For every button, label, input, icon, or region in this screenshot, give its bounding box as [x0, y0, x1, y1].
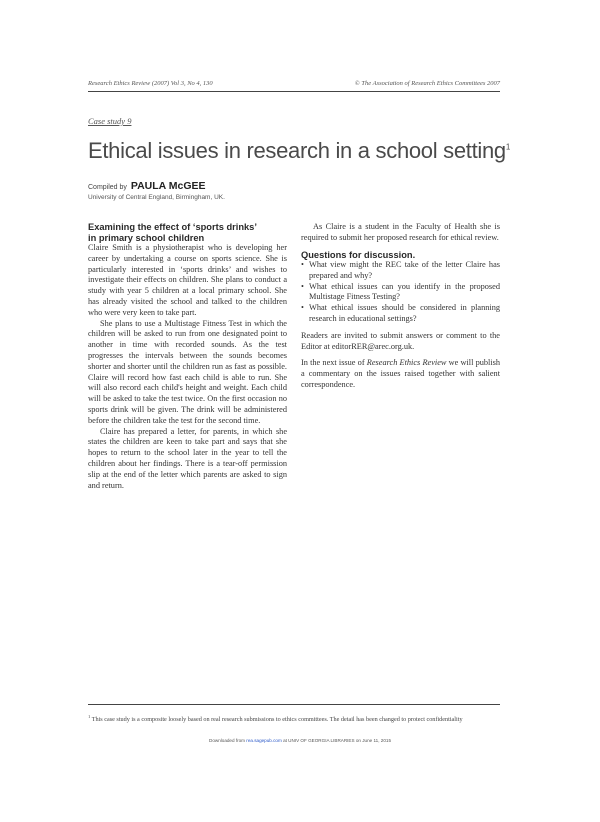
invite-paragraph: Readers are invited to submit answers or comment to the Editor at editorRER@arec.org.uk. — [301, 330, 500, 351]
title-footnote-mark: 1 — [505, 142, 511, 152]
paragraph-1: Claire Smith is a physiotherapist who is developing her career by undertaking a course on sports science. She is particularly interested in ‘sports drinks’ and wishes to investigate their effects on children. She plans to conduct a study with year 5 children at a local primary school. She has already visited the school and talked to the children who were very keen to take part. — [88, 243, 287, 317]
header-rule — [88, 91, 500, 92]
compiled-by-label: Compiled by — [88, 184, 127, 191]
questions-list — [301, 260, 500, 325]
section-heading-line2: in primary school children — [88, 232, 205, 243]
next-issue-suffix: we will publish a commentary on the issues raised together with salient correspondence. — [301, 358, 500, 390]
list-item — [301, 303, 500, 325]
footnote-text: This case study is a composite loosely based on real research submissions to ethics committees. The detail has been changed to protect confidentiality — [91, 716, 463, 724]
question-3: What ethical issues should be considered in planning research in educational settings? — [309, 303, 500, 324]
article-title-text: Ethical issues in research in a school setting — [88, 138, 506, 163]
list-item — [301, 282, 500, 304]
next-issue-prefix: In the next issue of — [301, 358, 365, 368]
paragraph-2: She plans to use a Multistage Fitness Test in which the children will be asked to run from one designated point to another in time with recorded sounds. As the test progresses the intervals between the sounds becomes shorter and shorter until the children run as fast as possible. Claire will record how fast each child is able to run. She will also record each child's height and weight. Each child will be asked to take the test twice. On the first occasion no sports drink will be given. The drink will be administered before the children take the test for the second time. — [88, 318, 287, 425]
download-link[interactable]: rea.sagepub.com — [246, 738, 282, 743]
journal-name: Research Ethics Review — [366, 358, 447, 368]
question-1: What view might the REC take of the letter Claire has prepared and why? — [309, 260, 500, 280]
bullet-icon: • — [301, 281, 304, 291]
author-affiliation: University of Central England, Birmingham, UK. — [88, 194, 225, 201]
bullet-icon: • — [301, 303, 304, 313]
questions-heading: Questions for discussion. — [301, 249, 416, 260]
article-title — [88, 138, 510, 164]
running-header-citation: Research Ethics Review (2007) Vol 3, No 4, 130 — [88, 80, 213, 87]
question-2: What ethical issues can you identify in the proposed Multistage Fitness Testing? — [309, 281, 500, 302]
author-name: PAULA McGEE — [130, 180, 206, 192]
section-heading-line1: Examining the effect of ‘sports drinks’ — [88, 222, 257, 232]
case-study-label: Case study 9 — [88, 116, 132, 126]
right-column — [301, 222, 500, 391]
footnote-rule — [88, 704, 500, 705]
left-column — [88, 222, 287, 491]
download-suffix: at UNIV OF GEORGIA LIBRARIES on June 11, 2015 — [283, 738, 391, 743]
next-issue-paragraph — [301, 358, 500, 390]
byline — [88, 180, 206, 192]
footnote-mark: 1 — [88, 714, 91, 719]
paragraph-4: As Claire is a student in the Faculty of Health she is required to submit her proposed research for ethical review. — [301, 222, 500, 242]
bullet-icon: • — [301, 260, 304, 270]
footnote — [88, 713, 500, 724]
running-header-copyright: © The Association of Research Ethics Committees 2007 — [354, 80, 500, 87]
list-item — [301, 260, 500, 282]
download-prefix: Downloaded from — [209, 738, 246, 743]
download-notice — [0, 738, 600, 743]
paragraph-3: Claire has prepared a letter, for parents, in which she states the children are keen to take part and says that she hopes to return to the school later in the year to tell the children about her findings. There is a tear-off permission slip at the end of the letter which parents are asked to sign and return. — [88, 426, 287, 490]
section-heading — [88, 222, 287, 243]
